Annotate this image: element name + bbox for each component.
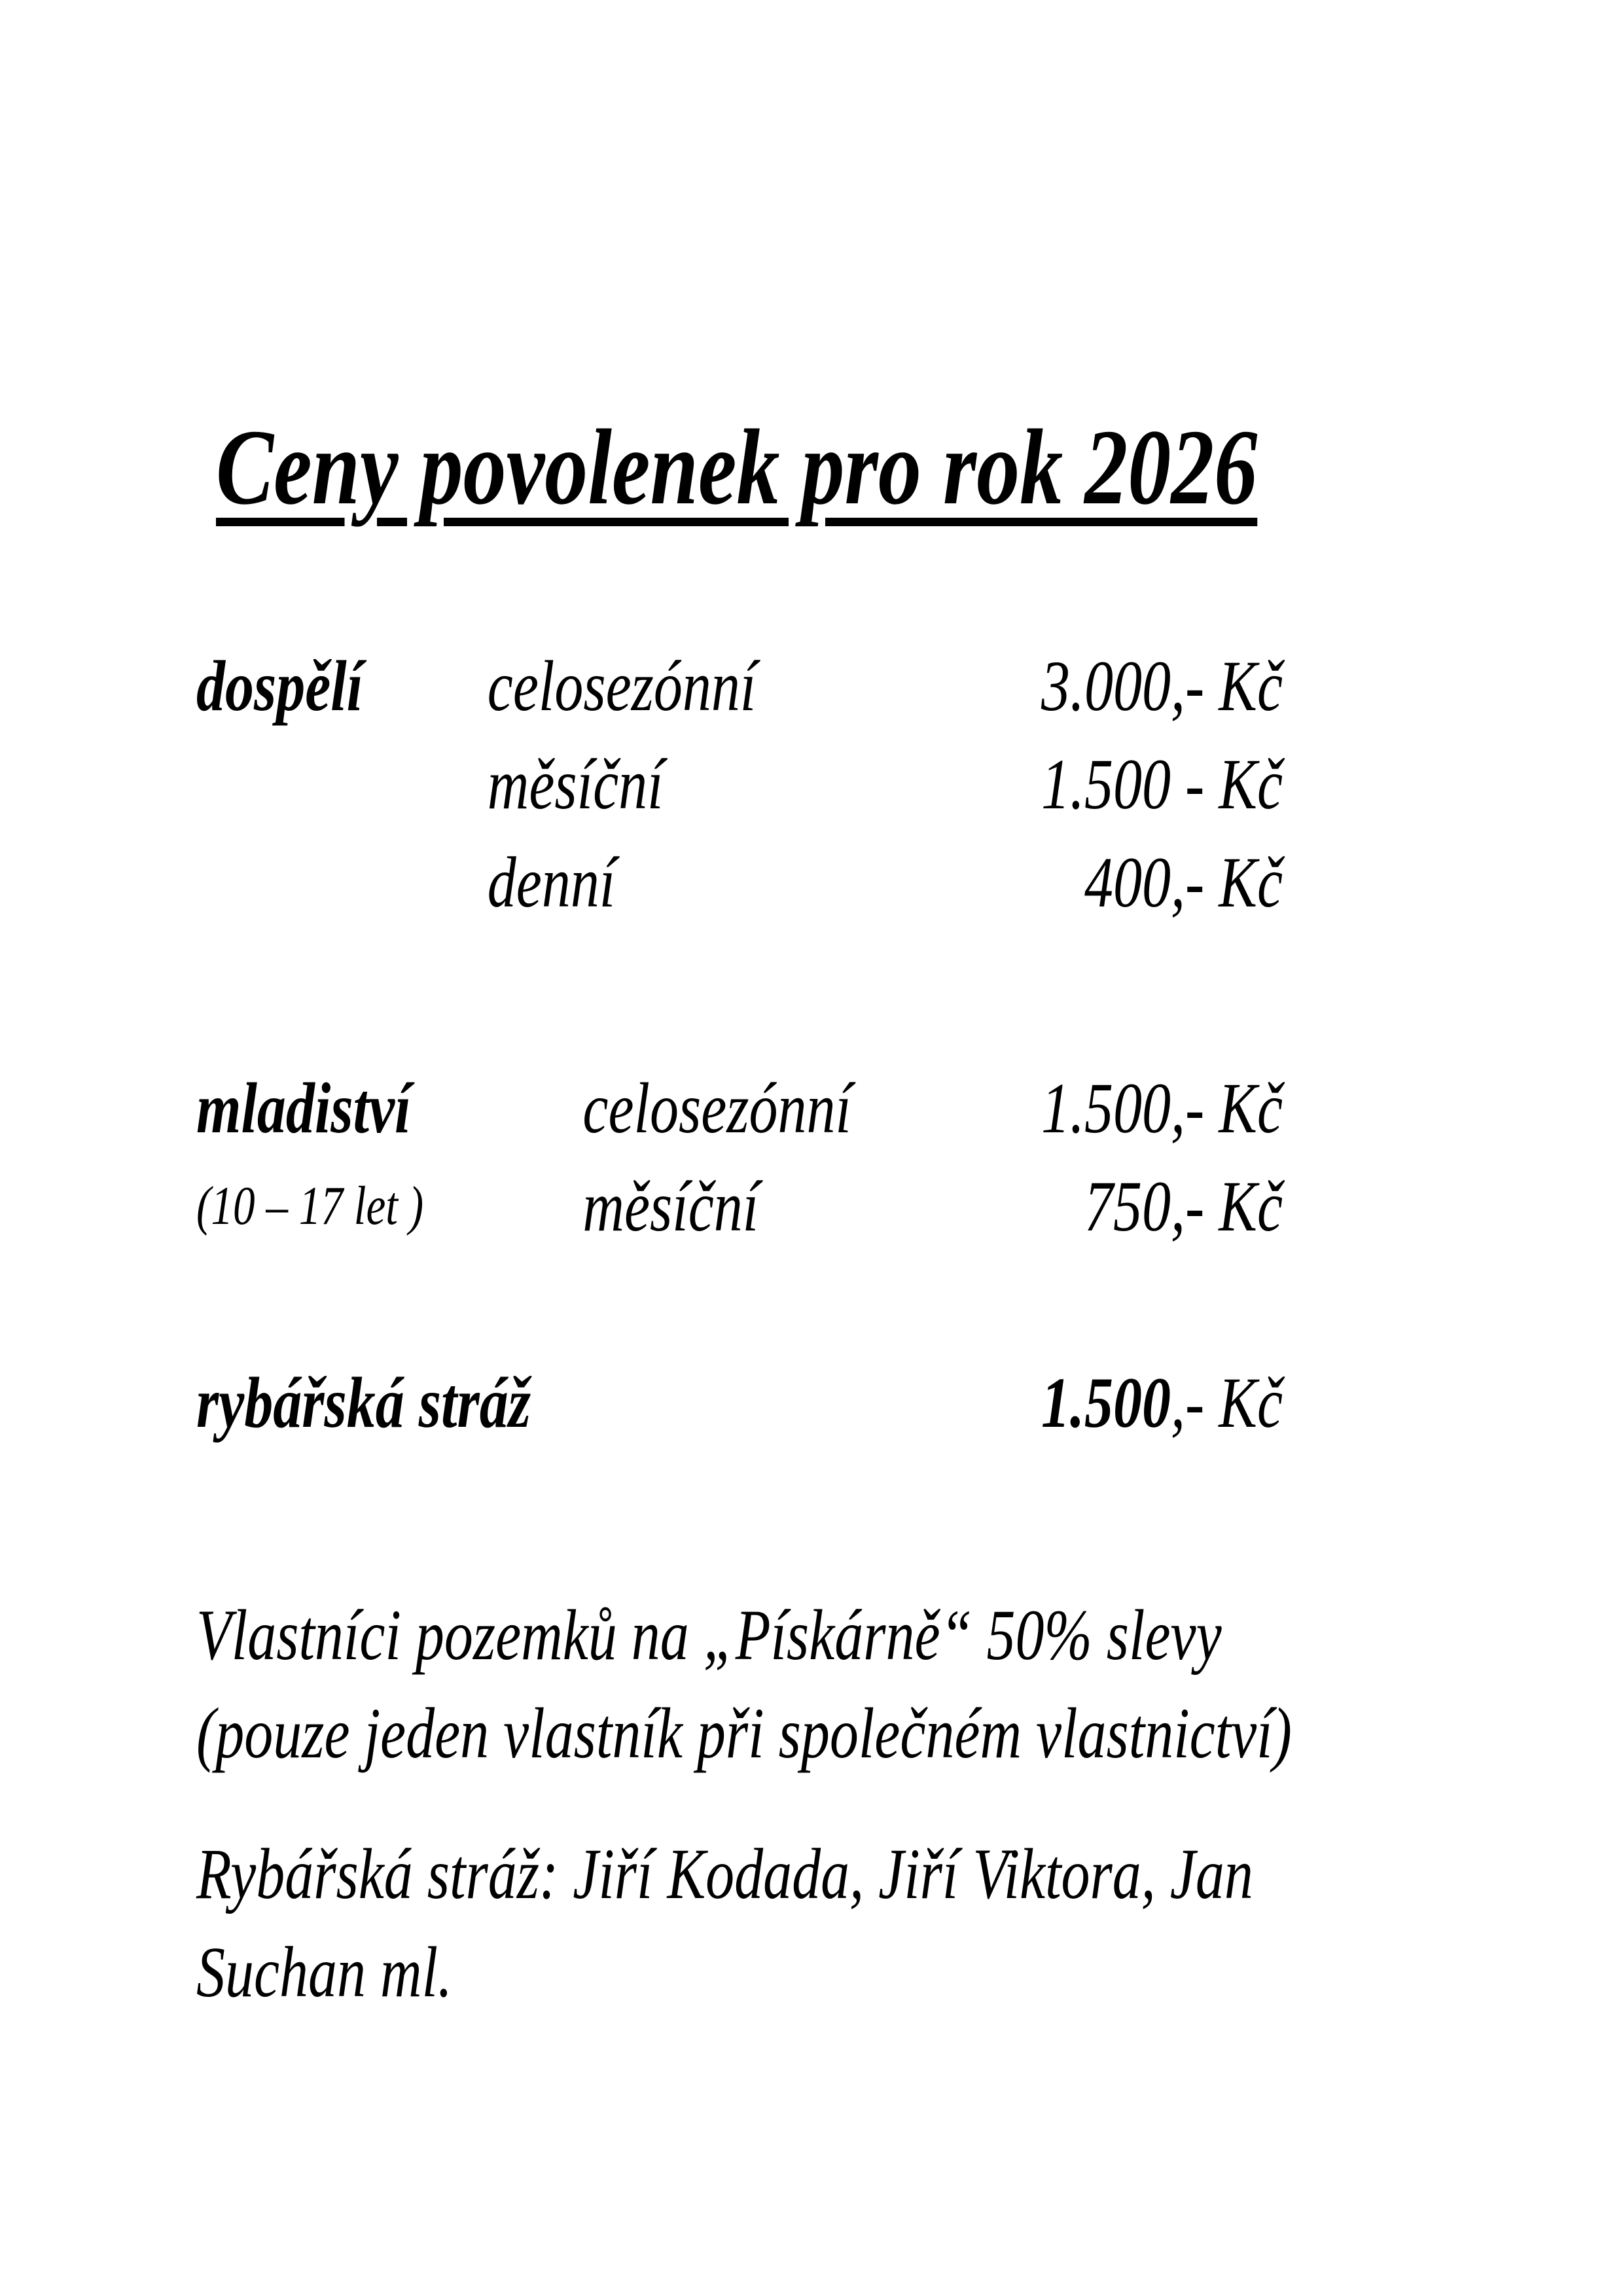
spacer-cell xyxy=(196,833,488,931)
guards-names-line: Rybářská stráž: Jiří Kodada, Jiří Viktora, Jan xyxy=(196,1834,1253,1914)
youth-price-table xyxy=(196,1059,1283,1255)
guards-names-line: Suchan ml. xyxy=(196,1932,453,2013)
youth-label: mladiství xyxy=(196,1068,411,1149)
guards-names-note xyxy=(196,1825,1338,2021)
discount-note-line: Vlastníci pozemků na „Pískárně“ 50% slevy xyxy=(196,1595,1222,1676)
youth-row-type: celosezónní xyxy=(582,1068,851,1149)
adults-row-price: 1.500 - Kč xyxy=(1041,744,1283,825)
adults-row-price: 400,- Kč xyxy=(1084,842,1283,923)
youth-age-note: (10 – 17 let ) xyxy=(196,1175,424,1237)
adults-label: dospělí xyxy=(196,646,363,726)
youth-row-price: 1.500,- Kč xyxy=(1041,1068,1283,1149)
discount-note-line: (pouze jeden vlastník při společném vlastnictví) xyxy=(196,1693,1292,1774)
youth-row-type: měsíční xyxy=(582,1166,759,1247)
adults-price-table xyxy=(196,637,1283,931)
guard-label: rybářská stráž xyxy=(196,1363,531,1443)
adults-row-price: 3.000,- Kč xyxy=(1041,646,1283,726)
guard-price-amount: 1.500 xyxy=(1041,1363,1171,1443)
adults-row-type: denní xyxy=(487,842,616,923)
spacer-cell xyxy=(196,735,488,833)
youth-row-price: 750,- Kč xyxy=(1084,1166,1283,1247)
adults-row-type: měsíční xyxy=(487,744,664,825)
guard-price-suffix: ,- Kč xyxy=(1170,1363,1283,1443)
guard-price-row xyxy=(196,1354,1283,1452)
page-title: Ceny povolenek pro rok 2026 xyxy=(216,407,1258,527)
discount-note xyxy=(196,1586,1338,1782)
guard-price xyxy=(1041,1354,1283,1452)
adults-row-type: celosezónní xyxy=(487,646,757,726)
